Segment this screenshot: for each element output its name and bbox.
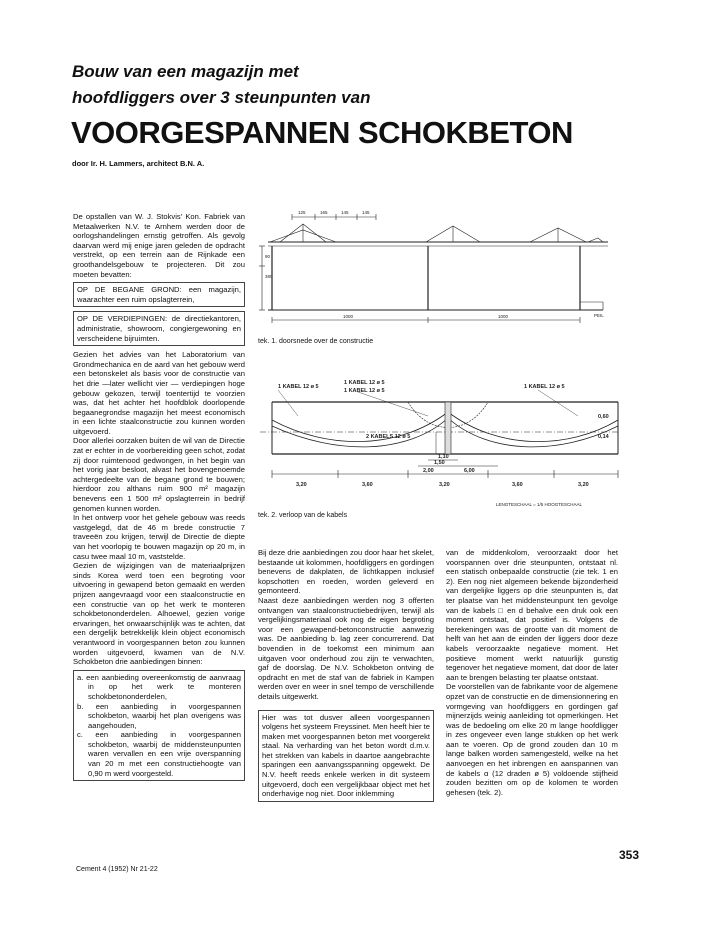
col1-paragraph-3: Door allerlei oorzaken buiten de wil van de Directie zat er echter in de voorbereiding geen schot, zodat zij door ruimtenood gedwongen, in het begin van het vorig jaar besloot, alvast het bovengenoemde achtergedeelte van de begane grond te bouwen; hierdoor zou althans ruim 900 m² magazijn benevens een 1 500 m² opslagterrein in bedrijf genomen kunnen worden.	[73, 436, 245, 513]
fig2-dim-110: 1,10	[438, 454, 449, 460]
col1-box-1: OP DE BEGANE GROND: een magazijn, waarachter een ruim opslagterrein,	[73, 282, 245, 307]
main-title: VOORGESPANNEN SCHOKBETON	[71, 115, 573, 150]
page-number: 353	[619, 848, 640, 862]
figure-2-caption: tek. 2. verloop van de kabels	[258, 512, 348, 519]
fig2-dim-150: 1,50	[434, 460, 445, 466]
byline: door Ir. H. Lammers, architect B.N. A.	[72, 159, 205, 168]
fig2-dim-bottom-1: 3,20	[296, 482, 307, 488]
fig2-label-kabel-mid2: 1 KABEL 12 ø 5	[344, 388, 385, 394]
source-footer: Cement 4 (1952) Nr 21-22	[76, 866, 158, 873]
fig2-dim-bottom-2: 3,60	[362, 482, 373, 488]
col2-paragraph-2: Naast deze aanbiedingen werden nog 3 offerten ontvangen van staalconstructiebedrijven, terwijl als vergelijkingsmateriaal ook nog de eigen begroting voor een gewapend-betonconstructie aanwezig was. De aanbieding b. lag zeer concurrerend. Dat bovendien in de toekomst een minimum aan uitgaven voor onderhoud zou zijn te verwachten, gaf de doorslag. De N.V. Schokbeton ontving de opdracht en met de staf van de fabriek in Kampen werden over en weer in snel tempo de verschillende details uitgewerkt.	[258, 595, 434, 701]
fig2-label-kabel-right: 1 KABEL 12 ø 5	[524, 384, 565, 390]
fig2-dim-bottom-5: 3,20	[578, 482, 589, 488]
offer-item-b: b. een aanbieding in voorgespannen schokbeton, waarbij het plan overigens was aangehouden,	[77, 701, 241, 730]
fig2-dim-060: 0,60	[598, 414, 609, 420]
fig1-dim-top-4: 145	[362, 210, 370, 215]
fig1-dim-bottom-1: 1000	[343, 314, 354, 319]
col3-paragraph-1: van de middenkolom, veroorzaakt door het voorspannen over drie steunpunten, ontstaat nl. een statisch onbepaalde constructie (zie tek. 1 en 2). Een nog niet algemeen bekende bijzonderheid van dergelijke liggers op drie steunpunten is, dat ter plaatse van het middensteunpunt ten gevolge van de kabels □ en d behalve een druk ook een moment ontstaat, dat positief is. Volgens de berekeningen was de grootte van dit moment de helft van het aan de einden der liggers door deze kabels veroorzaakte negatieve moment. Het positieve moment werkt natuurlijk gunstig tegenover het negatieve moment, dat door de later aan te brengen belasting ter plaatse ontstaat.	[446, 548, 618, 682]
fig2-dim-200: 2,00	[423, 468, 434, 474]
col2-paragraph-1: Bij deze drie aanbiedingen zou door haar het skelet, bestaande uit kolommen, hoofdliggers en gordingen benevens de dakplaten, de lichtkappen inclusief kopschotten en roeden, worden geleverd en gemonteerd.	[258, 548, 434, 596]
column-3	[446, 548, 618, 797]
fig1-dim-top-1: 125	[298, 210, 306, 215]
offer-item-c: c. een aanbieding in voorgespannen schokbeton, waarbij de middensteunpunten waren vervallen en een vrije overspanning van 20 m met een constructiehoogte van 0,90 m werd voorgesteld.	[77, 730, 241, 778]
fig2-dim-bottom-3: 3,20	[439, 482, 450, 488]
fig1-dim-top-3: 145	[341, 210, 349, 215]
col1-box-2: OP DE VERDIEPINGEN: de directiekantoren, administratie, showroom, congiergewoning en verscheidene bijruimten.	[73, 311, 245, 346]
figure-1-section-drawing	[258, 206, 618, 334]
fig2-label-kabel-mid1: 1 KABEL 12 ø 5	[344, 380, 385, 386]
col1-paragraph-4: In het ontwerp voor het gehele gebouw was reeds vastgelegd, dat de 46 m brede constructie 7 traveeën zou krijgen, terwijl de Directie de diepte van het voorlopig te bouwen magazijn op 20 m, in casu twee maal 10 m, vaststelde.	[73, 513, 245, 561]
fig1-dim-left-2: 380	[265, 274, 273, 279]
column-2	[258, 548, 434, 806]
col2-box-freyssinet: Hier was tot dusver alleen voorgespannen volgens het systeem Freyssinet. Men heeft hier te maken met voorgespannen beton met voorgerekt staal. Na verharding van het beton wordt d.m.v. het strekken van kabels in daartoe aangebrachte sparingen een aanvangsspanning opgewekt. De N.V. heeft reeds enkele werken in dit systeem uitgevoerd, doch een vergelijkbaar object met het onderhavige nog niet. Door inklemming	[258, 710, 434, 802]
col3-paragraph-2: De voorstellen van de fabrikante voor de algemene opzet van de constructie en de dimensionnering en vormgeving van hoofdliggers en gordingen gaf mijnerzijds weinig aanleiding tot opmerkingen. Het was de bedoeling om elke 20 m lange hoofdligger in zes ongeveer even lange stukken op het werk aan te voeren. Op de grond zouden dan 10 m lange balken worden samengesteld, welke na het aanvoegen en het inbrengen en aanspannen van de kabels α (12 draden ø 5) voldoende stijfheid zouden bezitten om op de kolomen te worden gehesen (tek. 2).	[446, 682, 618, 797]
figure-1-caption: tek. 1. doorsnede over de constructie	[258, 338, 374, 345]
figure-2-cable-drawing	[258, 376, 628, 512]
fig1-dim-bottom-2: 1000	[498, 314, 509, 319]
title-line-2: hoofdliggers over 3 steunpunten van	[72, 88, 371, 107]
fig2-dim-014: 0,14	[598, 434, 609, 440]
fig1-label-peil: PEIL	[594, 313, 604, 318]
fig2-dim-600: 6,00	[464, 468, 475, 474]
col1-offer-list	[73, 670, 245, 782]
col1-paragraph-1: De opstallen van W. J. Stokvis' Kon. Fabriek van Metaalwerken N.V. te Arnhem werden door de oorlogshandelingen ernstig getroffen. Als gevolg daarvan werd mij enige jaren geleden de opdracht verstrekt, op een terrein aan de Rijnkade een groothandelsgebouw te projecteren. Dit zou moeten bevatten:	[73, 212, 245, 279]
fig2-label-kabel-left: 1 KABEL 12 ø 5	[278, 384, 319, 390]
column-1	[73, 212, 245, 785]
col1-paragraph-5: Gezien de wijzigingen van de materiaalprijzen sinds Korea werd toen een begroting voor uitvoering in gewapend beton gemaakt en werden prijzen aangevraagd voor een staalconstructie en een constructie van op het werk te monteren schokbetononderdelen. Alhoewel, gezien vorige ervaringen, het onwaarschijnlijk was te achten, dat een dergelijk betrekkelijk klein object economisch verantwoord in voorgespannen beton zou kunnen worden uitgevoerd, kwamen van de N.V. Schokbeton drie aanbiedingen binnen:	[73, 561, 245, 667]
col1-paragraph-2: Gezien het advies van het Laboratorium van Grondmechanica en de aard van het gebouw werd een betonskelet als basis voor de constructie van het drie —later wellicht vier — verdiepingen hoge gebouw gekozen, terwijl toentertijd te voorzien was, dat het achter het hoofdblok doorlopende begaanegrondse magazijn het meest economisch in een lichte staalconstructie zou kunnen worden uitgevoerd.	[73, 350, 245, 436]
offer-item-a: a. een aanbieding overeenkomstig de aanvraag in op het werk te monteren schokbetononderdelen,	[77, 672, 241, 701]
fig2-dim-bottom-4: 3,60	[512, 482, 523, 488]
fig2-label-2-kabels: 2 KABELS 12 ø 5	[366, 434, 411, 440]
fig1-dim-top-2: 165	[320, 210, 328, 215]
fig1-dim-left-1: 90	[265, 254, 271, 259]
title-line-1: Bouw van een magazijn met	[72, 62, 299, 81]
fig2-scale-note: LENGTESCHAAL = 1/5 HOOGTESCHAAL	[496, 502, 582, 507]
